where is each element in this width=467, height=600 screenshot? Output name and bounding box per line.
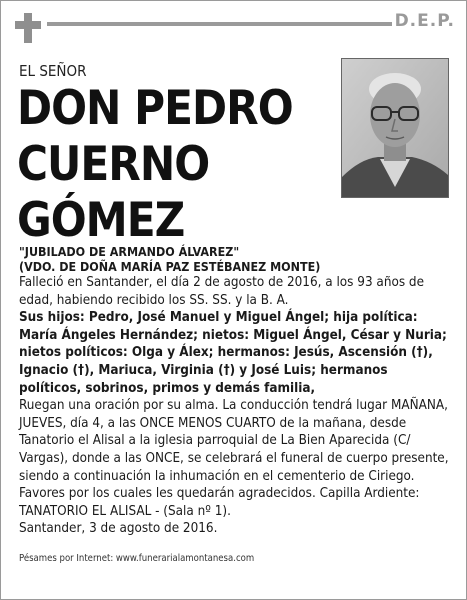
alias-line: "JUBILADO DE ARMANDO ÁLVAREZ" (19, 244, 240, 259)
alias-line: (VDO. DE DOÑA MARÍA PAZ ESTÉBANEZ MONTE) (19, 259, 321, 274)
deceased-name (17, 81, 337, 249)
dep-label: D.E.P. (394, 11, 455, 31)
family-list: Sus hijos: Pedro, José Manuel y Miguel Ángel; hija política: María Ángeles Hernández; nietos: Miguel Ángel, César y Nuria; nietos políticos: Olga y Álex; hermanos: Jesús, Ascensión (†), Ignacio (†), Mariuca, Virginia (†) y José Luis; hermanos políticos, sobrinos, primos y demás familia, (19, 310, 447, 396)
condolences-note: Pésames por Internet: www.funerarialamontanesa.com (19, 553, 255, 564)
death-notice: Falleció en Santander, el día 2 de agosto de 2016, a los 93 años de edad, habiendo recibido los SS. SS. y la B. A. (19, 275, 424, 308)
name-line: CUERNO (17, 137, 210, 192)
name-line: GÓMEZ (17, 193, 185, 248)
ceremony-details: Ruegan una oración por su alma. La conducción tendrá lugar MAÑANA, JUEVES, día 4, a las ONCE MENOS CUARTO de la mañana, desde Tanatorio el Alisal a la iglesia parroquial de La Bien Aparecida (C/ Vargas), donde a las ONCE, se celebrará el funeral de cuerpo presente, siendo a continuación la inhumación en el cementerio de Ciriego. Favores por los cuales les quedarán agradecidos. Capilla Ardiente: TANATORIO EL ALISAL - (Sala nº 1). (19, 398, 449, 519)
cross-icon (15, 13, 41, 43)
notice-body (19, 244, 451, 538)
header-rule (47, 22, 392, 26)
place-date: Santander, 3 de agosto de 2016. (19, 521, 218, 537)
portrait-photo (341, 58, 449, 198)
name-line: DON PEDRO (17, 81, 293, 136)
honorific: EL SEÑOR (19, 62, 87, 80)
header (15, 11, 455, 43)
